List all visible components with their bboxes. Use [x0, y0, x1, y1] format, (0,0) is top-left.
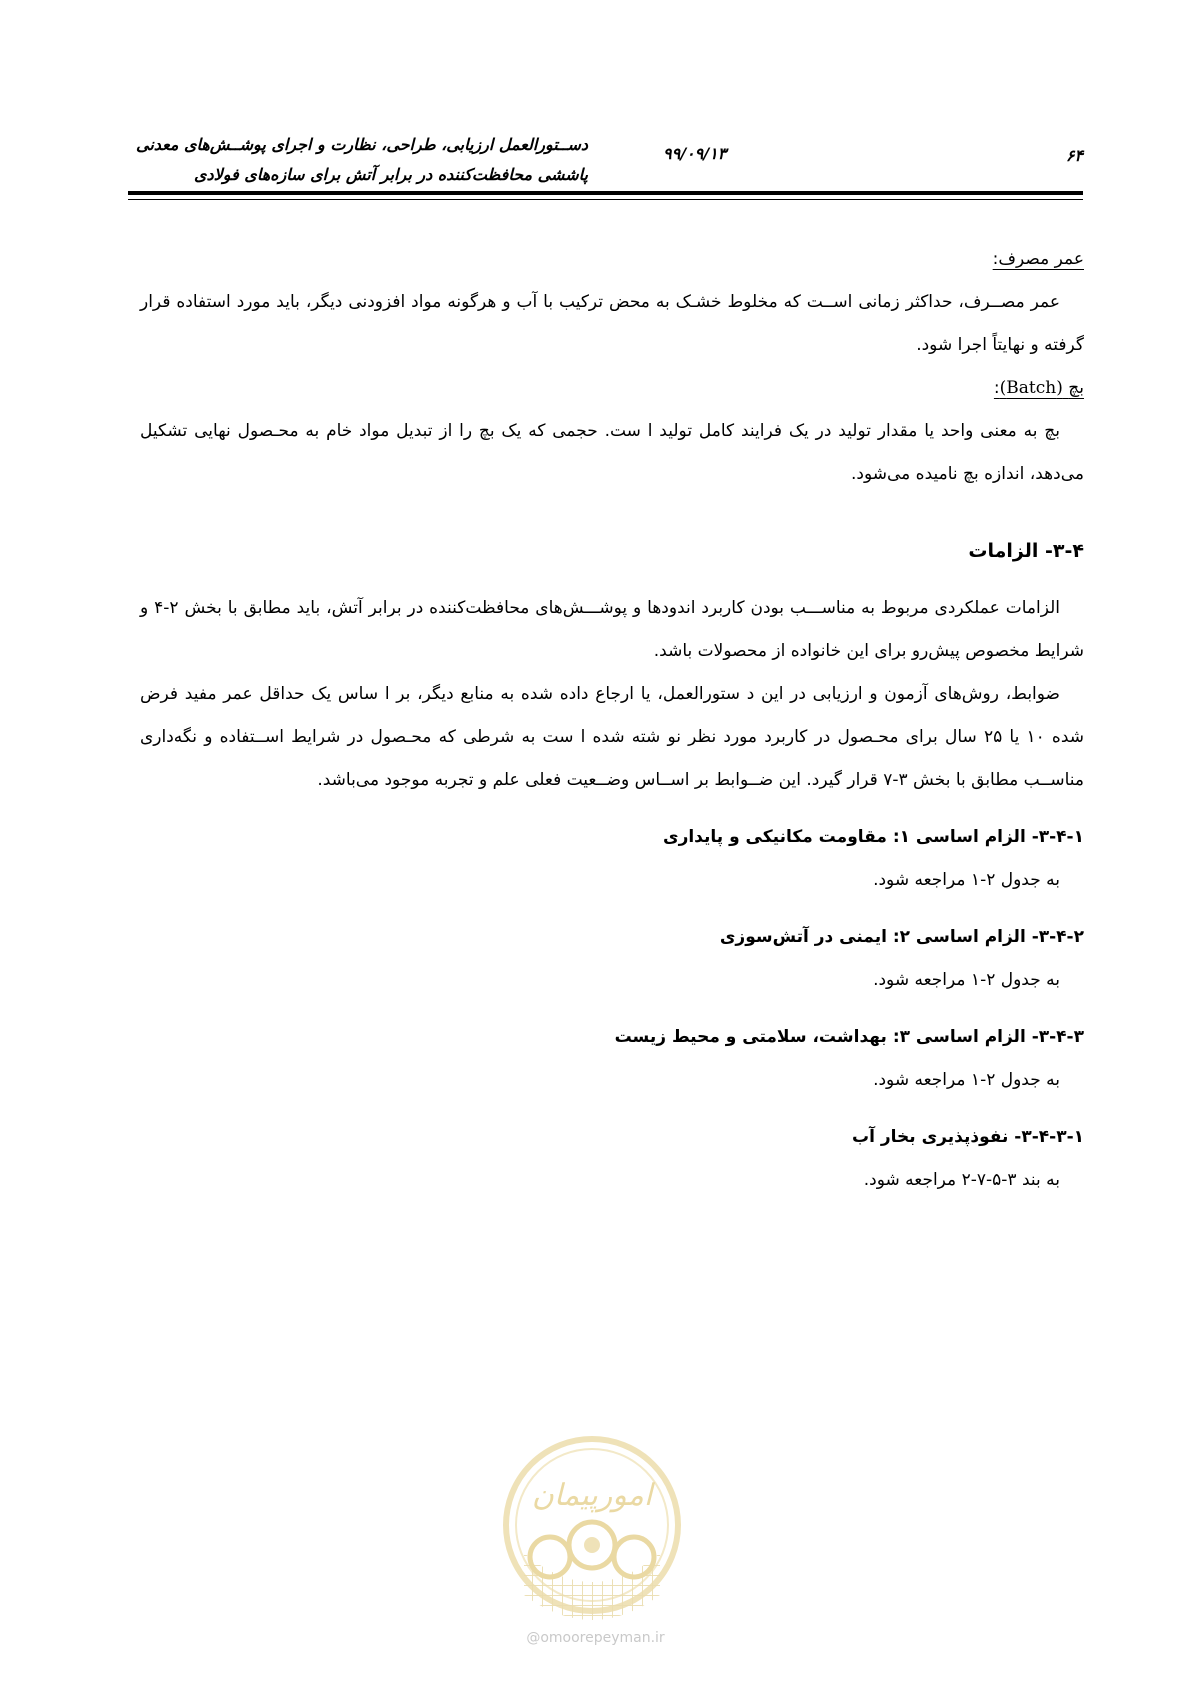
subsection-ref-3: به جدول ۲-۱ مراجعه شود. [873, 1070, 1060, 1090]
header-date: ۹۹/۰۹/۱۳ [663, 144, 727, 163]
subsection-ref-4: به بند ۳-۵-۷-۲ مراجعه شود. [863, 1170, 1060, 1190]
watermark-seal-icon [502, 1435, 682, 1635]
page-body [140, 238, 1084, 1210]
term-body-shelf-life: عمر مصــرف، حداکثر زمانی اســت که مخلوط خشـک به محض ترکیب با آب و هرگونه مواد افزودنی دیگر، باید مورد استفاده قرار گرفته و نهایتاً اجرا شود. [140, 292, 1084, 355]
subsection-ref-1: به جدول ۲-۱ مراجعه شود. [873, 870, 1060, 890]
header-title-line-1: دســتورالعمل ارزیابی، طراحی، نظارت و اجرای پوشــش‌های معدنی [135, 135, 588, 154]
subsection-heading-1: ۳-۴-۱- الزام اساسی ۱: مقاومت مکانیکی و پایداری [662, 827, 1084, 847]
page-number: ۶۴ [1065, 146, 1083, 165]
term-heading-batch [140, 367, 1084, 410]
header-title [136, 130, 588, 190]
section-paragraph-1: الزامات عملکردی مربوط به مناســـب بودن کاربرد اندودها و پوشـــش‌های محافظت‌کننده در برابر آتش، باید مطابق با بخش ۲-۴ و شرایط مخصوص پیش‌رو برای این خانواده از محصولات باشد. [140, 598, 1084, 661]
term-body-batch: بچ به معنی واحد یا مقدار تولید در یک فرایند کامل تولید ا ست. حجمی که یک بچ را از تبدیل مواد خام به محـصول نهایی تشکیل می‌دهد، اندازه بچ نامیده می‌شود. [140, 421, 1084, 484]
term-heading-batch-fa: بچ [1068, 378, 1084, 398]
watermark-website: @omoorepeyman.ir [526, 1630, 665, 1646]
header-rule-thin [128, 199, 1083, 200]
subsection-heading-3: ۳-۴-۳- الزام اساسی ۳: بهداشت، سلامتی و محیط زیست [614, 1027, 1084, 1047]
subsection-ref-2: به جدول ۲-۱ مراجعه شود. [873, 970, 1060, 990]
watermark-seal-text: امورپیمان [531, 1478, 653, 1513]
page-header [128, 130, 1083, 200]
section-paragraph-2: ضوابط، روش‌های آزمون و ارزیابی در این د ستورالعمل، یا ارجاع داده شده به منابع دیگر، بر ا ساس یک حداقل عمر مفید فرض شده ۱۰ یا ۲۵ سال برای محـصول در کاربرد مورد نظر نو شته شده ا ست به شرطی که محـصول در شرایط اســتفاده و نگه‌داری مناســب مطابق با بخش ۳-۷ قرار گیرد. این ضــوابط بر اســاس وضــعیت فعلی علم و تجربه موجود می‌باشد. [140, 684, 1085, 790]
section-heading-requirements: ۳-۴- الزامات [968, 540, 1084, 562]
subsection-heading-4: ۳-۴-۳-۱- نفوذپذیری بخار آب [852, 1127, 1084, 1147]
term-heading-batch-latin: (Batch) [999, 378, 1063, 398]
subsection-heading-2: ۳-۴-۲- الزام اساسی ۲: ایمنی در آتش‌سوزی [719, 927, 1084, 947]
term-heading-shelf-life: عمر مصرف: [992, 249, 1084, 269]
header-title-line-2: پاششی محافظت‌کننده در برابر آتش برای سازه‌های فولادی [194, 165, 588, 184]
term-heading-batch-colon: : [993, 378, 1000, 398]
header-rule-thick [128, 191, 1083, 195]
